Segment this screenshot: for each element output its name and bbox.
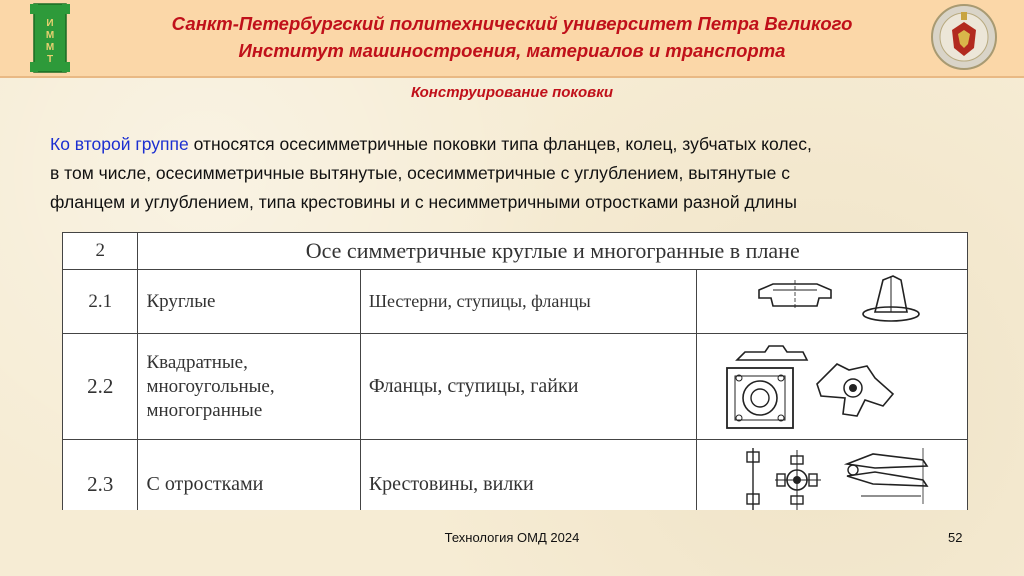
intro-line-1 — [50, 130, 1000, 159]
intro-line-3: фланцем и углублением, типа крестовины и с несимметричными отростками разной длины — [50, 192, 797, 212]
row-examples: Шестерни, ступицы, фланцы — [360, 270, 696, 334]
row-num: 2.3 — [63, 440, 138, 511]
page-number: 52 — [948, 530, 963, 545]
forging-classification-table — [62, 232, 968, 510]
svg-text:Т: Т — [46, 54, 54, 65]
table-header-row — [63, 233, 968, 270]
row-name: Квадратные, многоугольные, многогранные — [138, 334, 360, 440]
row-drawing-cell — [696, 334, 967, 440]
row-name: С отростками — [138, 440, 360, 511]
intro-line-2: в том числе, осесимметричные вытянутые, осесимметричные с углублением, вытянутые с — [50, 163, 790, 183]
table-row — [63, 334, 968, 440]
gear-hub-drawing-icon — [697, 270, 967, 328]
table-row — [63, 440, 968, 511]
row-drawing-cell — [696, 270, 967, 334]
header-num-cell: 2 — [63, 233, 138, 270]
svg-text:М: М — [45, 30, 55, 41]
header-text-cell: Осе симметричные круглые и многогранные в плане — [138, 233, 968, 270]
intro-paragraph — [50, 130, 1000, 217]
cross-fork-drawing-icon — [697, 440, 967, 510]
row-examples: Крестовины, вилки — [360, 440, 696, 511]
row-examples: Фланцы, ступицы, гайки — [360, 334, 696, 440]
slide-subtitle: Конструирование поковки — [410, 84, 613, 101]
university-title: Санкт-Петербургский политехнический университет Петра Великого — [171, 13, 853, 34]
university-crest-icon — [930, 2, 998, 72]
intro-line-1-text: относятся осесимметричные поковки типа фланцев, колец, зубчатых колес, — [188, 134, 812, 154]
flange-nut-drawing-icon — [697, 334, 967, 434]
svg-text:И: И — [46, 18, 54, 29]
footer-text: Технология ОМД 2024 — [444, 530, 580, 545]
row-num: 2.1 — [63, 270, 138, 334]
table-row — [63, 270, 968, 334]
row-num: 2.2 — [63, 334, 138, 440]
slide-header — [0, 0, 1024, 78]
row-name: Круглые — [138, 270, 360, 334]
institute-title: Институт машиностроения, материалов и транспорта — [238, 40, 786, 61]
row-drawing-cell — [696, 440, 967, 511]
svg-text:М: М — [45, 42, 55, 53]
intro-highlight: Ко второй группе — [50, 134, 189, 154]
